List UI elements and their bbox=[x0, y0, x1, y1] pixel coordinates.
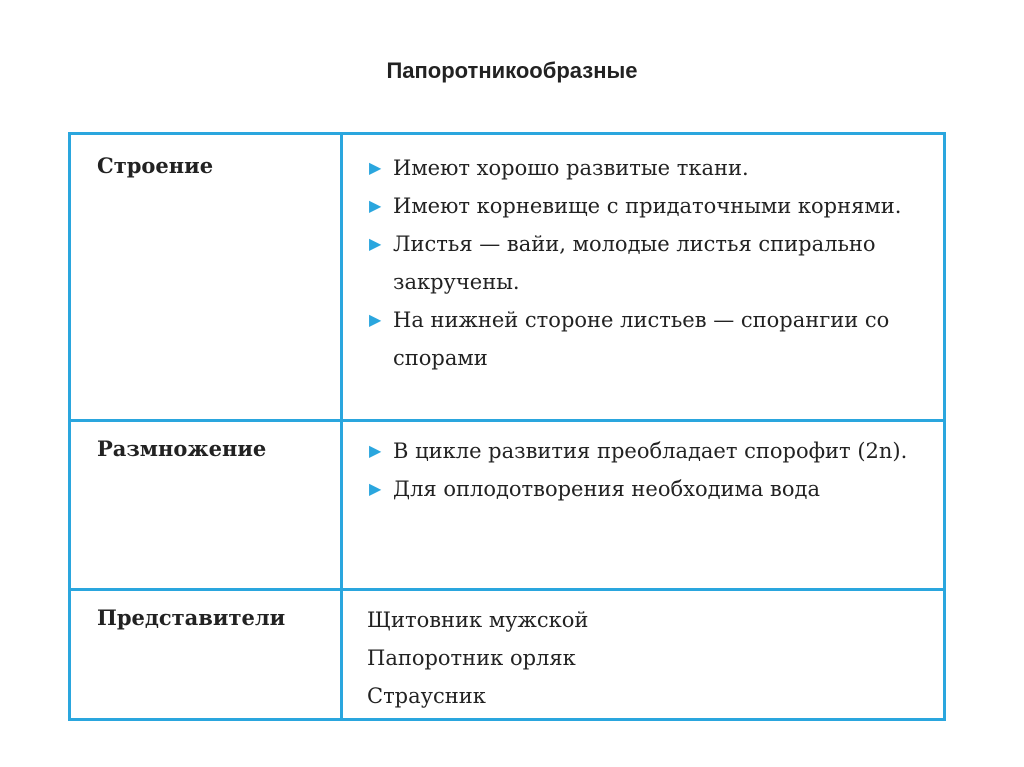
row-label-reproduction: Размножение bbox=[97, 436, 267, 461]
representatives-list bbox=[367, 601, 588, 715]
table-row-representatives bbox=[71, 588, 943, 718]
triangle-right-icon: ▶ bbox=[369, 310, 382, 329]
triangle-right-icon: ▶ bbox=[369, 441, 382, 460]
triangle-right-icon: ▶ bbox=[369, 479, 382, 498]
list-item: ▶ Имеют хорошо развитые ткани. bbox=[367, 149, 927, 187]
table-row-reproduction bbox=[71, 419, 943, 588]
column-divider bbox=[340, 135, 343, 419]
table-row-structure bbox=[71, 135, 943, 419]
triangle-right-icon: ▶ bbox=[369, 234, 382, 253]
structure-list bbox=[367, 149, 927, 377]
list-item: Страусник bbox=[367, 684, 486, 708]
triangle-right-icon: ▶ bbox=[369, 196, 382, 215]
list-item: ▶ На нижней стороне листьев — спорангии со спорами bbox=[367, 301, 927, 377]
triangle-right-icon: ▶ bbox=[369, 158, 382, 177]
page-title: Папоротникообразные bbox=[386, 58, 638, 83]
row-label-structure: Строение bbox=[97, 153, 214, 178]
list-item: ▶ Имеют корневище с придаточными корнями. bbox=[367, 187, 927, 225]
reproduction-list bbox=[367, 432, 927, 508]
list-item: ▶ В цикле развития преобладает спорофит (2n). bbox=[367, 432, 927, 470]
column-divider bbox=[340, 422, 343, 588]
list-item: Папоротник орляк bbox=[367, 646, 576, 670]
list-item: Щитовник мужской bbox=[367, 608, 589, 632]
info-table bbox=[68, 132, 946, 721]
list-item: ▶ Листья — вайи, молодые листья спирально закручены. bbox=[367, 225, 927, 301]
column-divider bbox=[340, 591, 343, 718]
row-label-representatives: Представители bbox=[97, 605, 286, 630]
list-item: ▶ Для оплодотворения необходима вода bbox=[367, 470, 927, 508]
